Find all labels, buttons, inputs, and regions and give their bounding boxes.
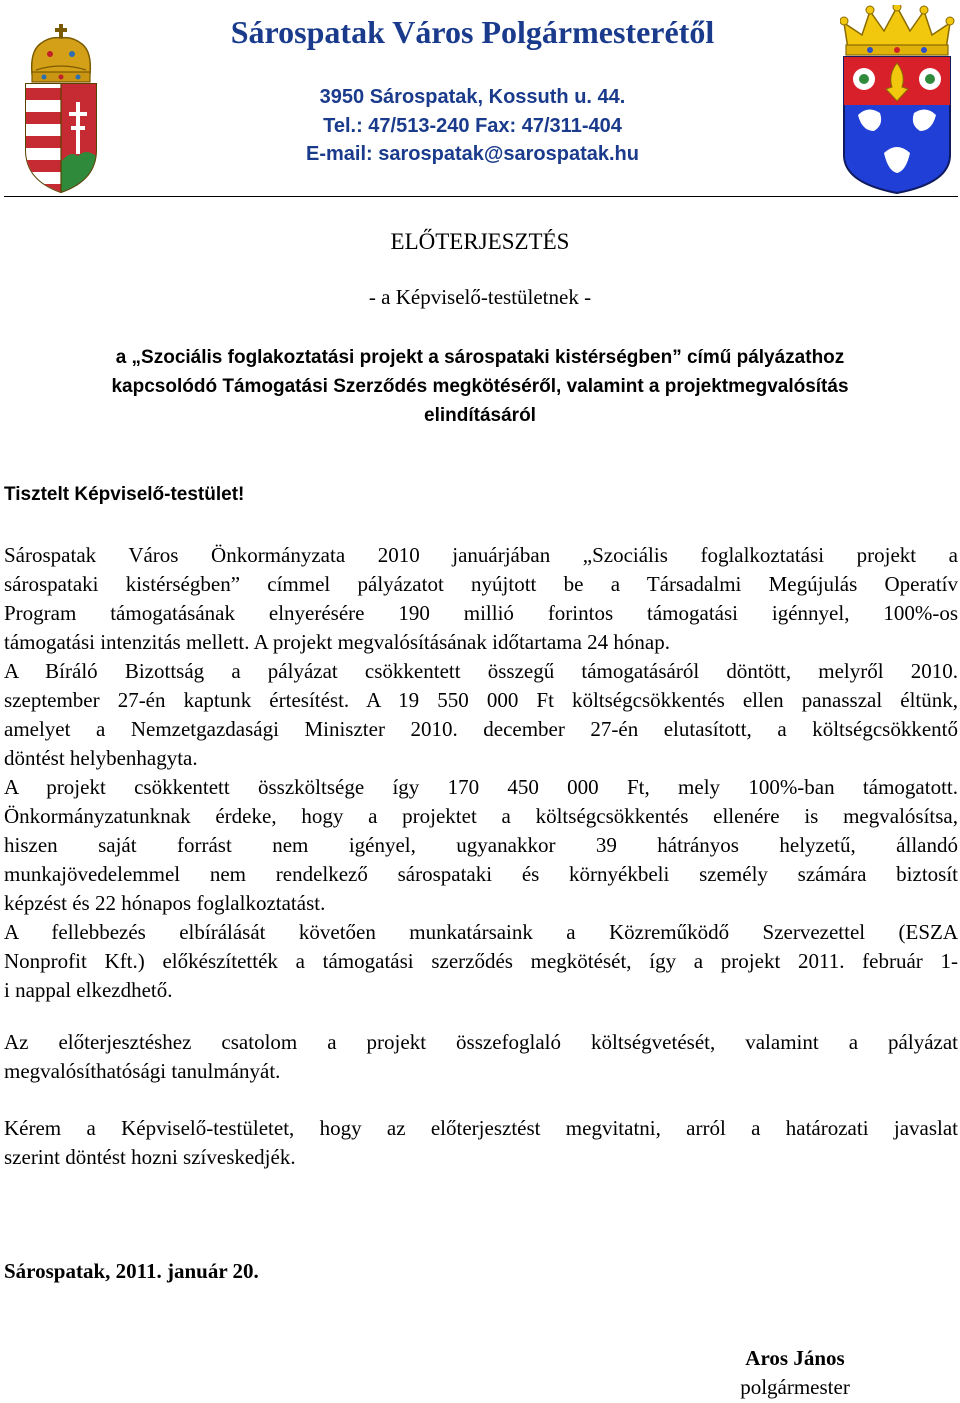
subject-line: kapcsolódó Támogatási Szerződés megkötéséről, valamint a projektmegvalósítás [111,376,849,397]
signer-title: polgármester [740,1375,850,1399]
body-line: Az előterjesztéshez csatolom a projekt összefoglaló költségvetését, valamint a pályázat [4,1030,958,1054]
signer-name: Aros János [745,1346,845,1370]
header-title: Sárospatak Város Polgármesterétől [230,14,715,50]
body-line: támogatási intenzitás mellett. A projekt megvalósításának időtartama 24 hónap. [4,630,670,654]
body-line: hiszen saját forrást nem igényel, ugyanakkor 39 hátrányos helyzetű, állandó [4,833,958,857]
signature-block [700,1344,890,1402]
body-line: i nappal elkezdhető. [4,978,173,1002]
body-line: szerint döntést hozni szíveskedjék. [4,1145,296,1169]
attachment-paragraph [4,1028,958,1086]
body-line: megvalósíthatósági tanulmányát. [4,1059,281,1083]
body-paragraph [4,541,958,1005]
document-recipient: - a Képviselő-testületnek - [368,285,592,309]
body-line: munkajövedelemmel nem rendelkező sárospataki és környékbeli személy számára biztosít [4,862,958,886]
salutation: Tisztelt Képviselő-testület! [4,484,245,505]
body-line: döntést helybenhagyta. [4,746,198,770]
subject-line: a „Szociális foglakoztatási projekt a sárospataki kistérségben” című pályázathoz [115,347,845,368]
header-phone: Tel.: 47/513-240 Fax: 47/311-404 [323,115,622,137]
place-date: Sárospatak, 2011. január 20. [4,1259,259,1283]
body-line: A projekt csökkentett összköltsége így 170 450 000 Ft, mely 100%-ban támogatott. [4,775,958,799]
body-line: Kérem a Képviselő-testületet, hogy az előterjesztést megvitatni, arról a határozati javaslat [4,1116,958,1140]
body-line: A fellebbezés elbírálását követően munkatársaink a Közreműködő Szervezettel (ESZA [4,920,958,944]
body-line: Program támogatásának elnyerésére 190 millió forintos támogatási igénnyel, 100%-os [4,601,958,625]
document-subject [0,343,960,430]
body-line: képzést és 22 hónapos foglalkoztatást. [4,891,326,915]
body-line: Önkormányzatunknak érdeke, hogy a projektet a költségcsökkentés ellenére is megvalósítsa, [4,804,958,828]
body-line: A Bíráló Bizottság a pályázat csökkentett összegű támogatásáról döntött, melyről 2010. [4,659,958,683]
body-line: amelyet a Nemzetgazdasági Miniszter 2010. december 27-én elutasított, a költségcsökkentő [4,717,958,741]
subject-line: elindításáról [424,405,536,426]
body-line: sárospataki kistérségben” címmel pályázatot nyújtott be a Társadalmi Megújulás Operatív [4,572,958,596]
body-line: Sárospatak Város Önkormányzata 2010 januárjában „Szociális foglalkoztatási projekt a [4,543,958,567]
header-email: E-mail: sarospatak@sarospatak.hu [306,143,639,165]
header-divider [4,196,958,197]
body-line: szeptember 27-én kaptunk értesítést. A 19 550 000 Ft költségcsökkentés ellen panasszal éltünk, [4,688,958,712]
request-paragraph [4,1114,958,1172]
header-address: 3950 Sárospatak, Kossuth u. 44. [319,86,626,108]
document-heading: ELŐTERJESZTÉS [390,229,570,254]
body-line: Nonprofit Kft.) előkészítették a támogatási szerződés megkötését, így a projekt 2011. február 1- [4,949,958,973]
